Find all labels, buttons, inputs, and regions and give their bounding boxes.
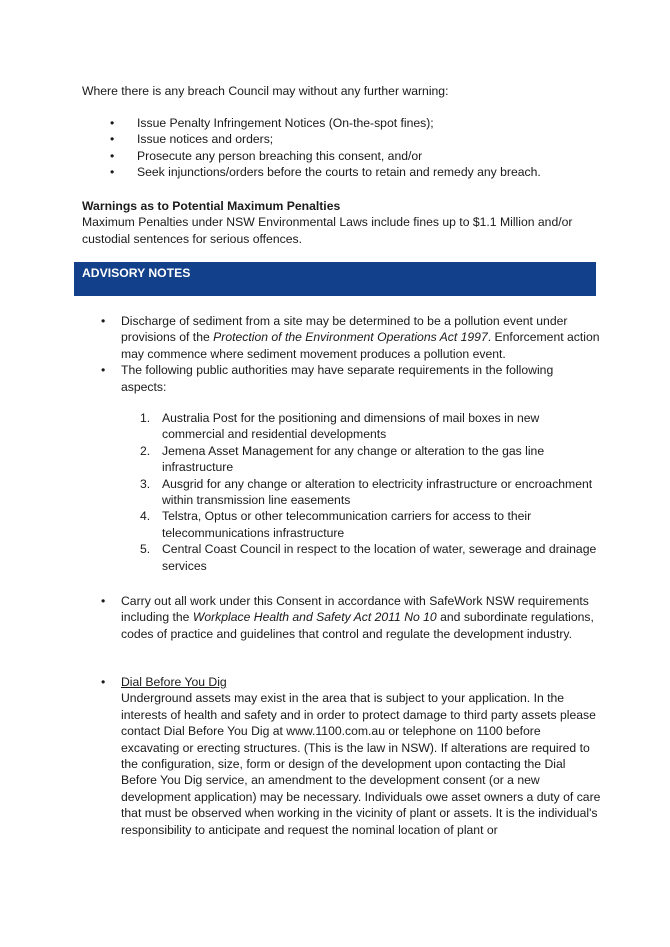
item-number: 3.: [140, 476, 151, 491]
item-number: 2.: [140, 443, 151, 458]
dbyd-list: [101, 674, 601, 838]
authorities-list: [140, 410, 600, 574]
warnings-heading: Warnings as to Potential Maximum Penalties: [82, 199, 341, 213]
item-text: Jemena Asset Management for any change or alteration to the gas line infrastructure: [162, 443, 545, 475]
authorities-note: • The following public authorities may have separate requirements in the following aspects:: [101, 362, 601, 395]
sediment-text-pre: Discharge of sediment from a site may be determined to be a pollution event under provisions of the: [121, 314, 568, 345]
safework-text-pre: Carry out all work under this Consent in accordance with SafeWork NSW requirements including the: [121, 594, 589, 625]
list-item: [140, 508, 600, 541]
item-number: 1.: [140, 411, 151, 425]
list-item: • Seek injunctions/orders before the courts to retain and remedy any breach.: [110, 164, 610, 180]
dbyd-title: • Dial Before You Dig: [121, 675, 227, 689]
safework-list: [101, 593, 601, 642]
warnings-text: Maximum Penalties under NSW Environmental Laws include fines up to $1.1 Million and/or custodial sentences for serious offences.: [82, 215, 573, 246]
list-item: [140, 476, 600, 509]
item-text: Ausgrid for any change or alteration to electricity infrastructure or encroachment within transmission line easements: [162, 476, 593, 508]
sediment-act-title: Protection of the Environment Operations Act 1997: [213, 330, 488, 345]
item-text: Telstra, Optus or other telecommunication carriers for access to their telecommunications infrastructure: [162, 509, 532, 540]
advisory-notes-banner: [74, 262, 596, 296]
item-number: 5.: [140, 542, 151, 557]
safework-act-title: Workplace Health and Safety Act 2011 No 10: [192, 610, 437, 625]
list-item: • Prosecute any person breaching this consent, and/or: [110, 148, 610, 164]
list-item: [140, 443, 600, 476]
breach-actions-list: [110, 115, 610, 181]
item-text: Central Coast Council in respect to the location of water, sewerage and drainage services: [162, 542, 597, 573]
list-item: [140, 541, 600, 574]
list-item: • Issue notices and orders;: [110, 131, 610, 147]
item-text: Australia Post for the positioning and dimensions of mail boxes in new commercial and residential developments: [162, 411, 540, 442]
breach-intro: Where there is any breach Council may without any further warning:: [82, 84, 449, 98]
warnings-section: [82, 198, 602, 247]
dbyd-note: [101, 674, 601, 838]
list-item: • Issue Penalty Infringement Notices (On-the-spot fines);: [110, 115, 610, 131]
advisory-list-top: [101, 313, 601, 395]
sediment-text-post: . Enforcement action may commence where sediment movement produces a pollution event.: [121, 330, 600, 361]
list-item: [140, 410, 600, 443]
safework-text-post: and subordinate regulations, codes of practice and guidelines that control and regulate the development industry.: [121, 610, 594, 641]
advisory-notes-heading: ADVISORY NOTES: [82, 266, 191, 280]
sediment-note: [101, 313, 601, 362]
safework-note: [101, 593, 601, 642]
item-number: 4.: [140, 509, 151, 524]
dbyd-text: Underground assets may exist in the area that is subject to your application. In the interests of health and safety and in order to protect damage to third party assets please contact Dial Before You Dig at www.1100.com.au or telephone on 1100 before excavating or erecting structures. (This is the law in NSW). If alterations are required to the configuration, size, form or design of the development upon contacting the Dial Before You Dig service, an amendment to the development consent (or a new development application) may be necessary. Individuals owe asset owners a duty of care that must be observed when working in the vicinity of plant or assets. It is the individual's responsibility to anticipate and request the nominal location of plant or: [121, 691, 601, 837]
